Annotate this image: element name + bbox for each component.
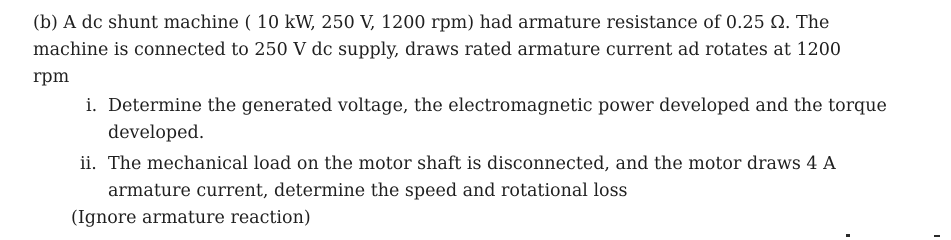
list-item-ii-line-2: armature current, determine the speed and rotational loss <box>108 181 628 201</box>
question-intro-line-1: (b) A dc shunt machine ( 10 kW, 250 V, 1200 rpm) had armature resistance of 0.25 Ω. The <box>33 13 830 33</box>
cropped-text-fragment <box>934 235 940 237</box>
cropped-text-fragment <box>846 234 850 237</box>
question-note: (Ignore armature reaction) <box>71 208 311 228</box>
question-intro-line-2: machine is connected to 250 V dc supply, draws rated armature current ad rotates at 1200 <box>33 40 841 60</box>
list-marker-i: i. <box>86 96 98 116</box>
list-item-i-line-2: developed. <box>108 123 205 143</box>
list-item-i-line-1: Determine the generated voltage, the electromagnetic power developed and the torque <box>108 96 887 116</box>
question-intro-line-3: rpm <box>33 67 70 87</box>
list-marker-ii: ii. <box>80 154 97 174</box>
list-item-ii-line-1: The mechanical load on the motor shaft is disconnected, and the motor draws 4 A <box>108 154 836 174</box>
